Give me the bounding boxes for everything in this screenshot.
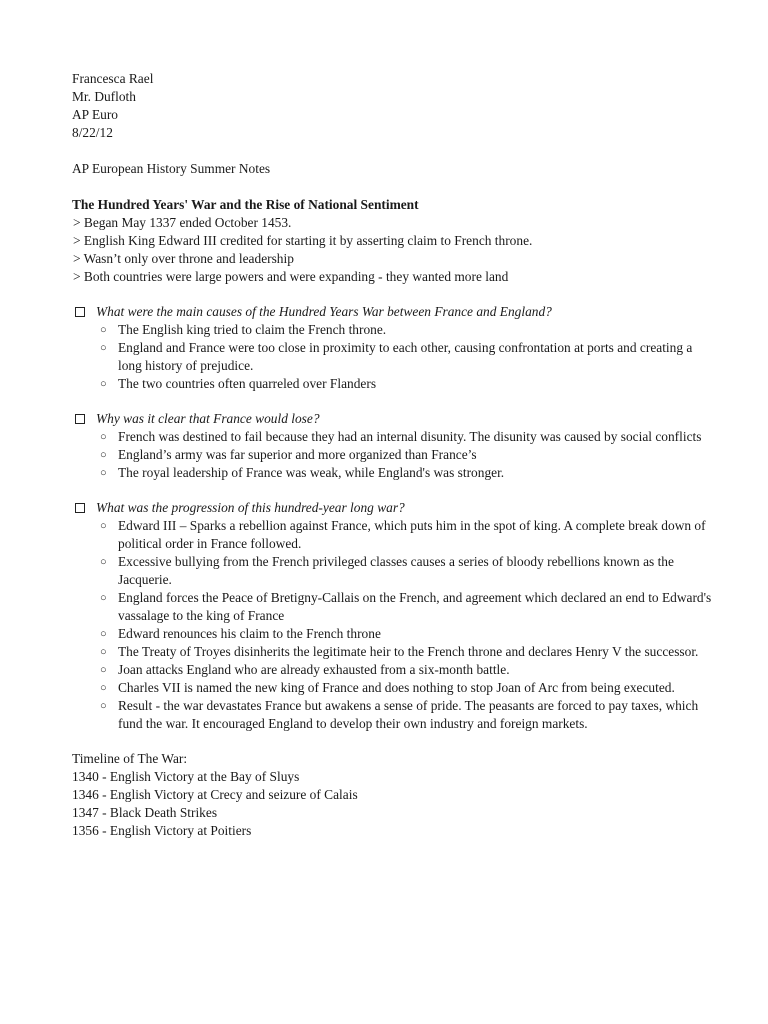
circle-bullet-icon: ○ [100,431,107,443]
answer-item: ○ Charles VII is named the new king of France and does nothing to stop Joan of Arc from being executed. [100,680,675,695]
circle-bullet-icon: ○ [100,682,107,694]
answer-list [72,428,712,482]
answer-item: ○ England forces the Peace of Bretigny-Callais on the French, and agreement which declared an end to Edward's vassalage to the king of France [100,590,712,623]
header-block [72,70,712,142]
circle-bullet-icon: ○ [100,520,107,532]
answer-item: ○ Edward III – Sparks a rebellion against France, which puts him in the spot of king. A complete break down of political order in France followed. [100,518,706,551]
document-page [72,70,712,840]
circle-bullet-icon: ○ [100,449,107,461]
answer-item: ○ England and France were too close in proximity to each other, causing confrontation at ports and creating a long history of prejudice. [100,340,693,373]
question [72,303,712,321]
circle-bullet-icon: ○ [100,664,107,676]
circle-bullet-icon: ○ [100,324,107,336]
question-text: What were the main causes of the Hundred Years War between France and England? [96,304,552,319]
student-name: Francesca Rael [72,71,154,86]
intro-line: > Both countries were large powers and were expanding - they wanted more land [73,269,509,284]
checkbox-icon [75,414,85,424]
circle-bullet-icon: ○ [100,628,107,640]
circle-bullet-icon: ○ [100,378,107,390]
answer-item: ○ Result - the war devastates France but awakens a sense of pride. The peasants are forced to pay taxes, which fund the war. It encouraged England to develop their own industry and foreign markets. [100,698,699,731]
intro-line: > Began May 1337 ended October 1453. [73,215,292,230]
document-title: AP European History Summer Notes [72,161,271,176]
question [72,499,712,517]
answer-item: ○ Joan attacks England who are already exhausted from a six-month battle. [100,662,510,677]
date: 8/22/12 [72,125,113,140]
answer-item: ○ The Treaty of Troyes disinherits the legitimate heir to the French throne and declares Henry V the successor. [100,644,699,659]
question-block [72,303,712,393]
answer-list [72,517,712,733]
timeline-entry: 1340 - English Victory at the Bay of Sluys [72,769,300,784]
checkbox-icon [75,307,85,317]
teacher-name: Mr. Dufloth [72,89,136,104]
intro-list [72,214,712,286]
question-block [72,499,712,733]
answer-item: ○ The English king tried to claim the French throne. [100,322,387,337]
answer-item: ○ The two countries often quarreled over Flanders [100,376,377,391]
section-heading: The Hundred Years' War and the Rise of National Sentiment [72,197,419,212]
answer-item: ○ Excessive bullying from the French privileged classes causes a series of bloody rebellions known as the Jacquerie. [100,554,674,587]
answer-list [72,321,712,393]
answer-item: ○ French was destined to fail because they had an internal disunity. The disunity was caused by social conflicts [100,429,702,444]
circle-bullet-icon: ○ [100,646,107,658]
circle-bullet-icon: ○ [100,592,107,604]
intro-line: > English King Edward III credited for starting it by asserting claim to French throne. [73,233,533,248]
question-text: What was the progression of this hundred-year long war? [96,500,405,515]
circle-bullet-icon: ○ [100,467,107,479]
question-text: Why was it clear that France would lose? [96,411,320,426]
course-name: AP Euro [72,107,118,122]
answer-item: ○ England’s army was far superior and more organized than France’s [100,447,477,462]
answer-item: ○ The royal leadership of France was weak, while England's was stronger. [100,465,505,480]
circle-bullet-icon: ○ [100,342,107,354]
timeline-block [72,750,712,840]
timeline-entry: 1356 - English Victory at Poitiers [72,823,252,838]
question-block [72,410,712,482]
circle-bullet-icon: ○ [100,556,107,568]
timeline-title: Timeline of The War: [72,751,188,766]
timeline-entry: 1347 - Black Death Strikes [72,805,218,820]
intro-line: > Wasn’t only over throne and leadership [73,251,294,266]
answer-item: ○ Edward renounces his claim to the French throne [100,626,381,641]
timeline-entry: 1346 - English Victory at Crecy and seizure of Calais [72,787,358,802]
question [72,410,712,428]
circle-bullet-icon: ○ [100,700,107,712]
checkbox-icon [75,503,85,513]
